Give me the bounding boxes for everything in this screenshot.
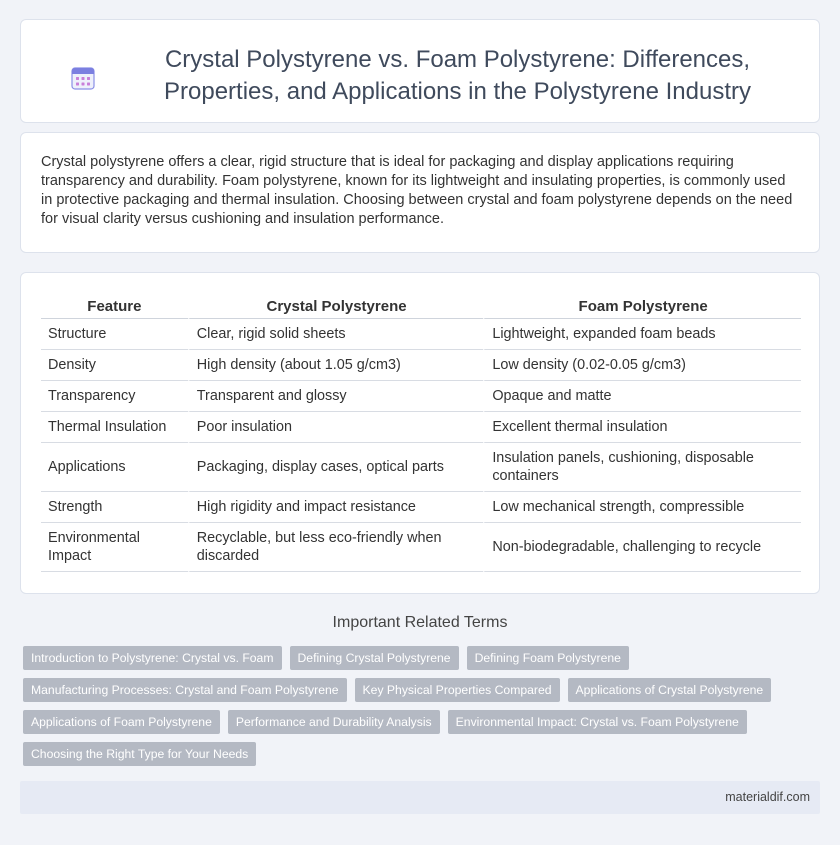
feature-cell: Applications [41,443,188,492]
table-header-row [41,293,801,319]
table-row [41,319,801,350]
foam-cell: Low mechanical strength, compressible [483,492,801,523]
foam-cell: Low density (0.02-0.05 g/cm3) [483,350,801,381]
related-term-tag[interactable]: Defining Crystal Polystyrene [290,646,459,670]
table-row [41,492,801,523]
calendar-icon [71,66,95,90]
feature-cell: Thermal Insulation [41,412,188,443]
related-term-tag[interactable]: Manufacturing Processes: Crystal and Foam Polystyrene [23,678,347,702]
comparison-table [41,293,801,572]
related-terms-list [23,646,823,774]
title-card [20,19,820,123]
table-row [41,523,801,572]
crystal-cell: Poor insulation [188,412,484,443]
feature-cell: Structure [41,319,188,350]
column-header-foam: Foam Polystyrene [483,293,801,319]
crystal-cell: Transparent and glossy [188,381,484,412]
foam-cell: Excellent thermal insulation [483,412,801,443]
column-header-feature: Feature [41,293,188,319]
feature-cell: Density [41,350,188,381]
foam-cell: Opaque and matte [483,381,801,412]
page-title: Crystal Polystyrene vs. Foam Polystyrene: Differences, Properties, and Applications in the Polystyrene Industry [164,46,751,105]
comparison-card [20,272,820,594]
footer-site-link[interactable]: materialdif.com [725,790,810,804]
foam-cell: Insulation panels, cushioning, disposable containers [483,443,801,492]
intro-card [20,132,820,253]
feature-cell: Environmental Impact [41,523,188,572]
foam-cell: Lightweight, expanded foam beads [483,319,801,350]
related-term-tag[interactable]: Introduction to Polystyrene: Crystal vs. Foam [23,646,282,670]
crystal-cell: Recyclable, but less eco-friendly when discarded [188,523,484,572]
related-term-tag[interactable]: Applications of Foam Polystyrene [23,710,220,734]
crystal-cell: High rigidity and impact resistance [188,492,484,523]
table-row [41,350,801,381]
table-row [41,381,801,412]
foam-cell: Non-biodegradable, challenging to recycle [483,523,801,572]
related-term-tag[interactable]: Defining Foam Polystyrene [467,646,629,670]
table-row [41,443,801,492]
intro-paragraph: Crystal polystyrene offers a clear, rigid structure that is ideal for packaging and display applications requiring transparency and durability. Foam polystyrene, known for its lightweight and insulating properties, is commonly used in protective packaging and thermal insulation. Choosing between crystal and foam polystyrene depends on the need for visual clarity versus cushioning and insulation performance. [41,154,793,227]
related-terms-heading: Important Related Terms [332,614,508,631]
column-header-crystal: Crystal Polystyrene [188,293,484,319]
related-term-tag[interactable]: Key Physical Properties Compared [355,678,560,702]
feature-cell: Transparency [41,381,188,412]
related-term-tag[interactable]: Environmental Impact: Crystal vs. Foam Polystyrene [448,710,747,734]
table-row [41,412,801,443]
related-term-tag[interactable]: Choosing the Right Type for Your Needs [23,742,256,766]
related-term-tag[interactable]: Performance and Durability Analysis [228,710,440,734]
crystal-cell: High density (about 1.05 g/cm3) [188,350,484,381]
crystal-cell: Clear, rigid solid sheets [188,319,484,350]
feature-cell: Strength [41,492,188,523]
related-term-tag[interactable]: Applications of Crystal Polystyrene [568,678,772,702]
crystal-cell: Packaging, display cases, optical parts [188,443,484,492]
footer [20,781,820,814]
